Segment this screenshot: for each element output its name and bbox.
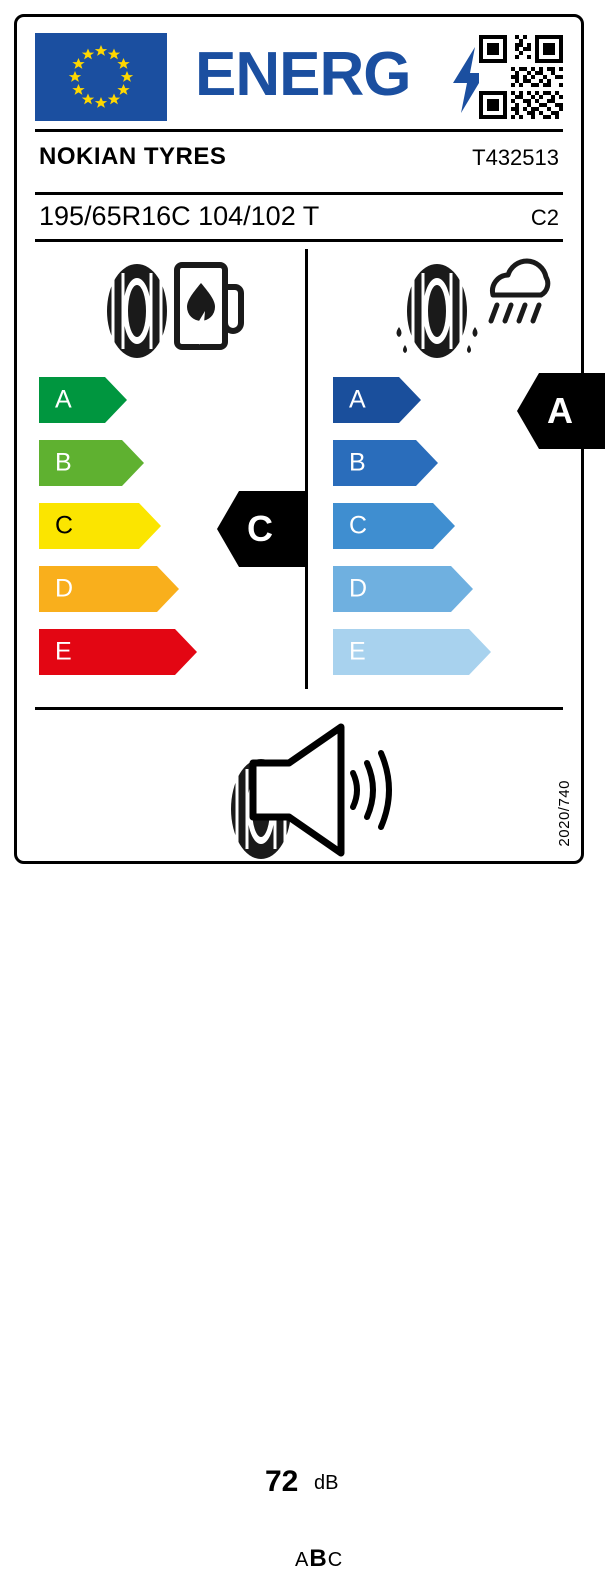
divider-3: [35, 239, 563, 242]
grade-row: [39, 566, 197, 612]
noise-unit: dB: [314, 1472, 339, 1494]
noise-class-scale: [295, 1545, 343, 1573]
wet-result-letter: A: [547, 390, 573, 431]
wet-grade-b-letter: B: [349, 448, 366, 477]
page-title: ENERG: [195, 40, 411, 109]
regulation-reference: 2020/740: [556, 780, 573, 847]
wet-grade-d-letter: D: [349, 574, 368, 603]
grade-row: [333, 377, 491, 423]
grade-row: [333, 629, 491, 675]
grade-row: [333, 566, 491, 612]
tyre-fuel-pump-icon: [89, 253, 249, 368]
noise-class-b: B: [309, 1545, 328, 1572]
noise-section: [17, 717, 581, 1572]
tyre-rain-cloud-icon: [389, 253, 549, 368]
tyre-loudspeaker-icon: [213, 725, 413, 870]
fuel-grade-c-letter: C: [55, 511, 74, 540]
wet-grade-a-arrow: [333, 377, 421, 423]
brand-name: NOKIAN TYRES: [39, 143, 227, 170]
noise-class-a: A: [295, 1549, 310, 1571]
noise-class-c: C: [327, 1549, 344, 1571]
divider-4: [35, 707, 563, 710]
noise-value: 72: [265, 1465, 299, 1498]
tyre-size: 195/65R16C 104/102 T: [39, 201, 320, 231]
grade-row: [39, 440, 197, 486]
grade-row: [39, 629, 197, 675]
divider-vertical: [305, 249, 308, 689]
product-code: T432513: [472, 145, 559, 170]
wet-result-badge: [517, 373, 605, 449]
grade-row: [39, 377, 197, 423]
fuel-grade-a-letter: A: [55, 385, 72, 414]
divider-1: [35, 129, 563, 132]
eu-flag-icon: [35, 33, 167, 121]
energy-label: [14, 14, 584, 1572]
grade-row: [333, 503, 491, 549]
wet-grade-e-letter: E: [349, 637, 366, 666]
wet-grip-scale: [333, 377, 491, 692]
divider-2: [35, 192, 563, 195]
fuel-efficiency-scale: [39, 377, 197, 692]
wet-grade-c-letter: C: [349, 511, 368, 540]
grade-row: [333, 440, 491, 486]
fuel-result-letter: C: [247, 508, 273, 549]
qr-code-icon: [479, 35, 563, 119]
fuel-result-badge: [217, 491, 305, 567]
grade-row: [39, 503, 197, 549]
fuel-grade-e-letter: E: [55, 637, 72, 666]
wet-grade-a-letter: A: [349, 385, 366, 414]
fuel-grade-b-letter: B: [55, 448, 72, 477]
tyre-class: C2: [530, 205, 559, 230]
fuel-grade-a-arrow: [39, 377, 127, 423]
label-header: [17, 17, 581, 129]
fuel-grade-d-letter: D: [55, 574, 74, 603]
